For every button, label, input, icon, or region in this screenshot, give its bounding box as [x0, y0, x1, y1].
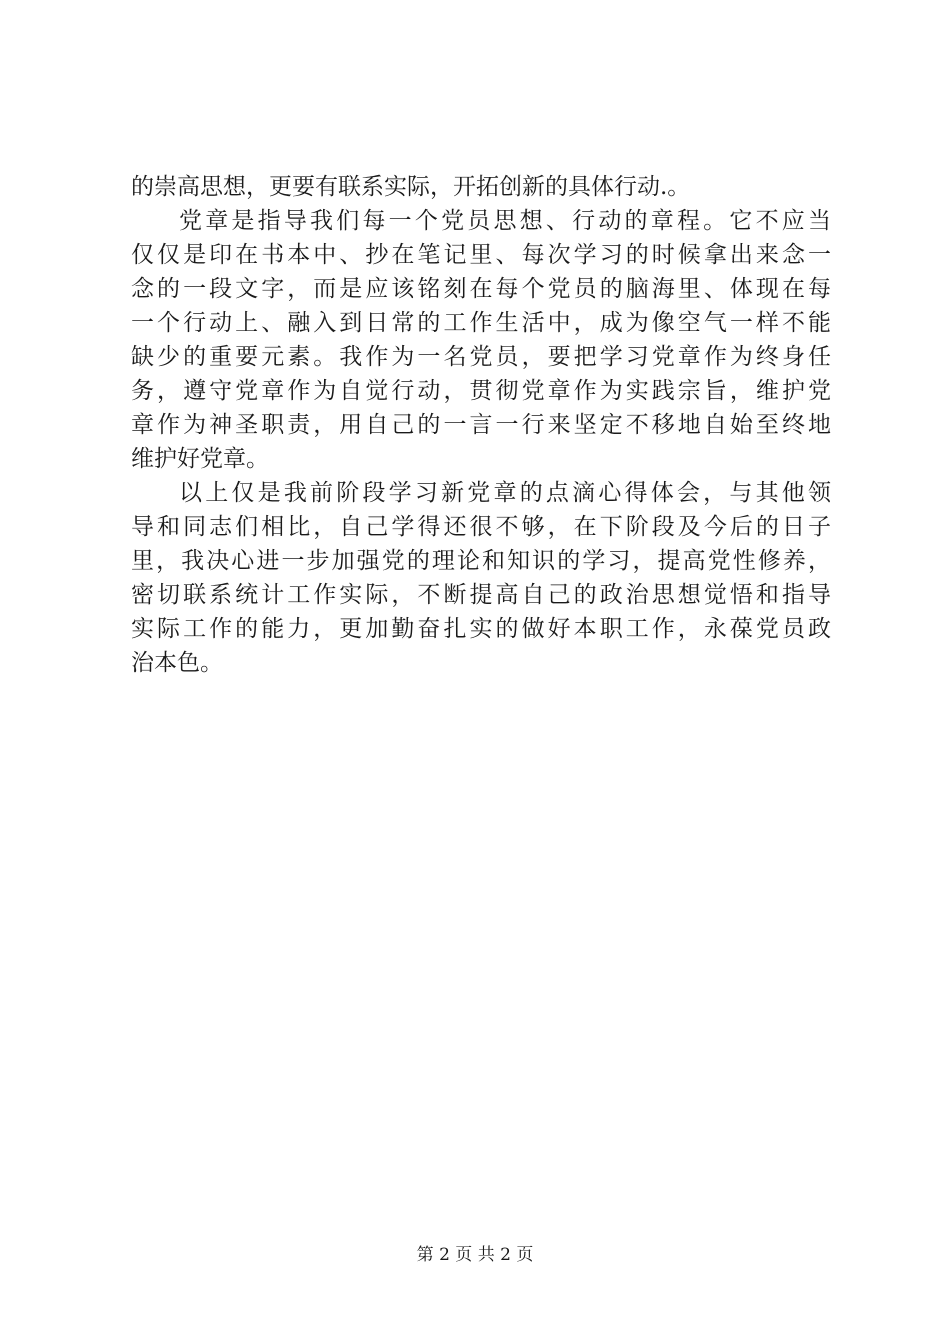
document-body	[131, 170, 831, 680]
page-footer: 第 2 页 共 2 页	[416, 1245, 534, 1265]
text-line: 维护好党章。	[131, 446, 269, 472]
text-line: 密切联系统计工作实际，不断提高自己的政治思想觉悟和指导	[131, 582, 831, 608]
text-line: 缺少的重要元素。我作为一名党员，要把学习党章作为终身任	[131, 344, 831, 370]
text-line: 以上仅是我前阶段学习新党章的点滴心得体会，与其他领	[179, 480, 831, 506]
text-line: 党章是指导我们每一个党员思想、行动的章程。它不应当	[179, 208, 831, 234]
text-line: 仅仅是印在书本中、抄在笔记里、每次学习的时候拿出来念一	[131, 242, 831, 268]
text-line: 念的一段文字，而是应该铭刻在每个党员的脑海里、体现在每	[131, 276, 831, 302]
text-line: 导和同志们相比，自己学得还很不够，在下阶段及今后的日子	[131, 514, 831, 540]
text-line: 章作为神圣职责，用自己的一言一行来坚定不移地自始至终地	[131, 412, 831, 438]
text-line: 里，我决心进一步加强党的理论和知识的学习，提高党性修养，	[131, 548, 831, 574]
text-line: 实际工作的能力，更加勤奋扎实的做好本职工作，永葆党员政	[131, 616, 831, 642]
text-line: 务，遵守党章作为自觉行动，贯彻党章作为实践宗旨，维护党	[131, 378, 831, 404]
text-line: 治本色。	[131, 650, 223, 676]
text-line: 的崇高思想，更要有联系实际，开拓创新的具体行动.。	[131, 174, 691, 200]
text-line: 一个行动上、融入到日常的工作生活中，成为像空气一样不能	[131, 310, 831, 336]
